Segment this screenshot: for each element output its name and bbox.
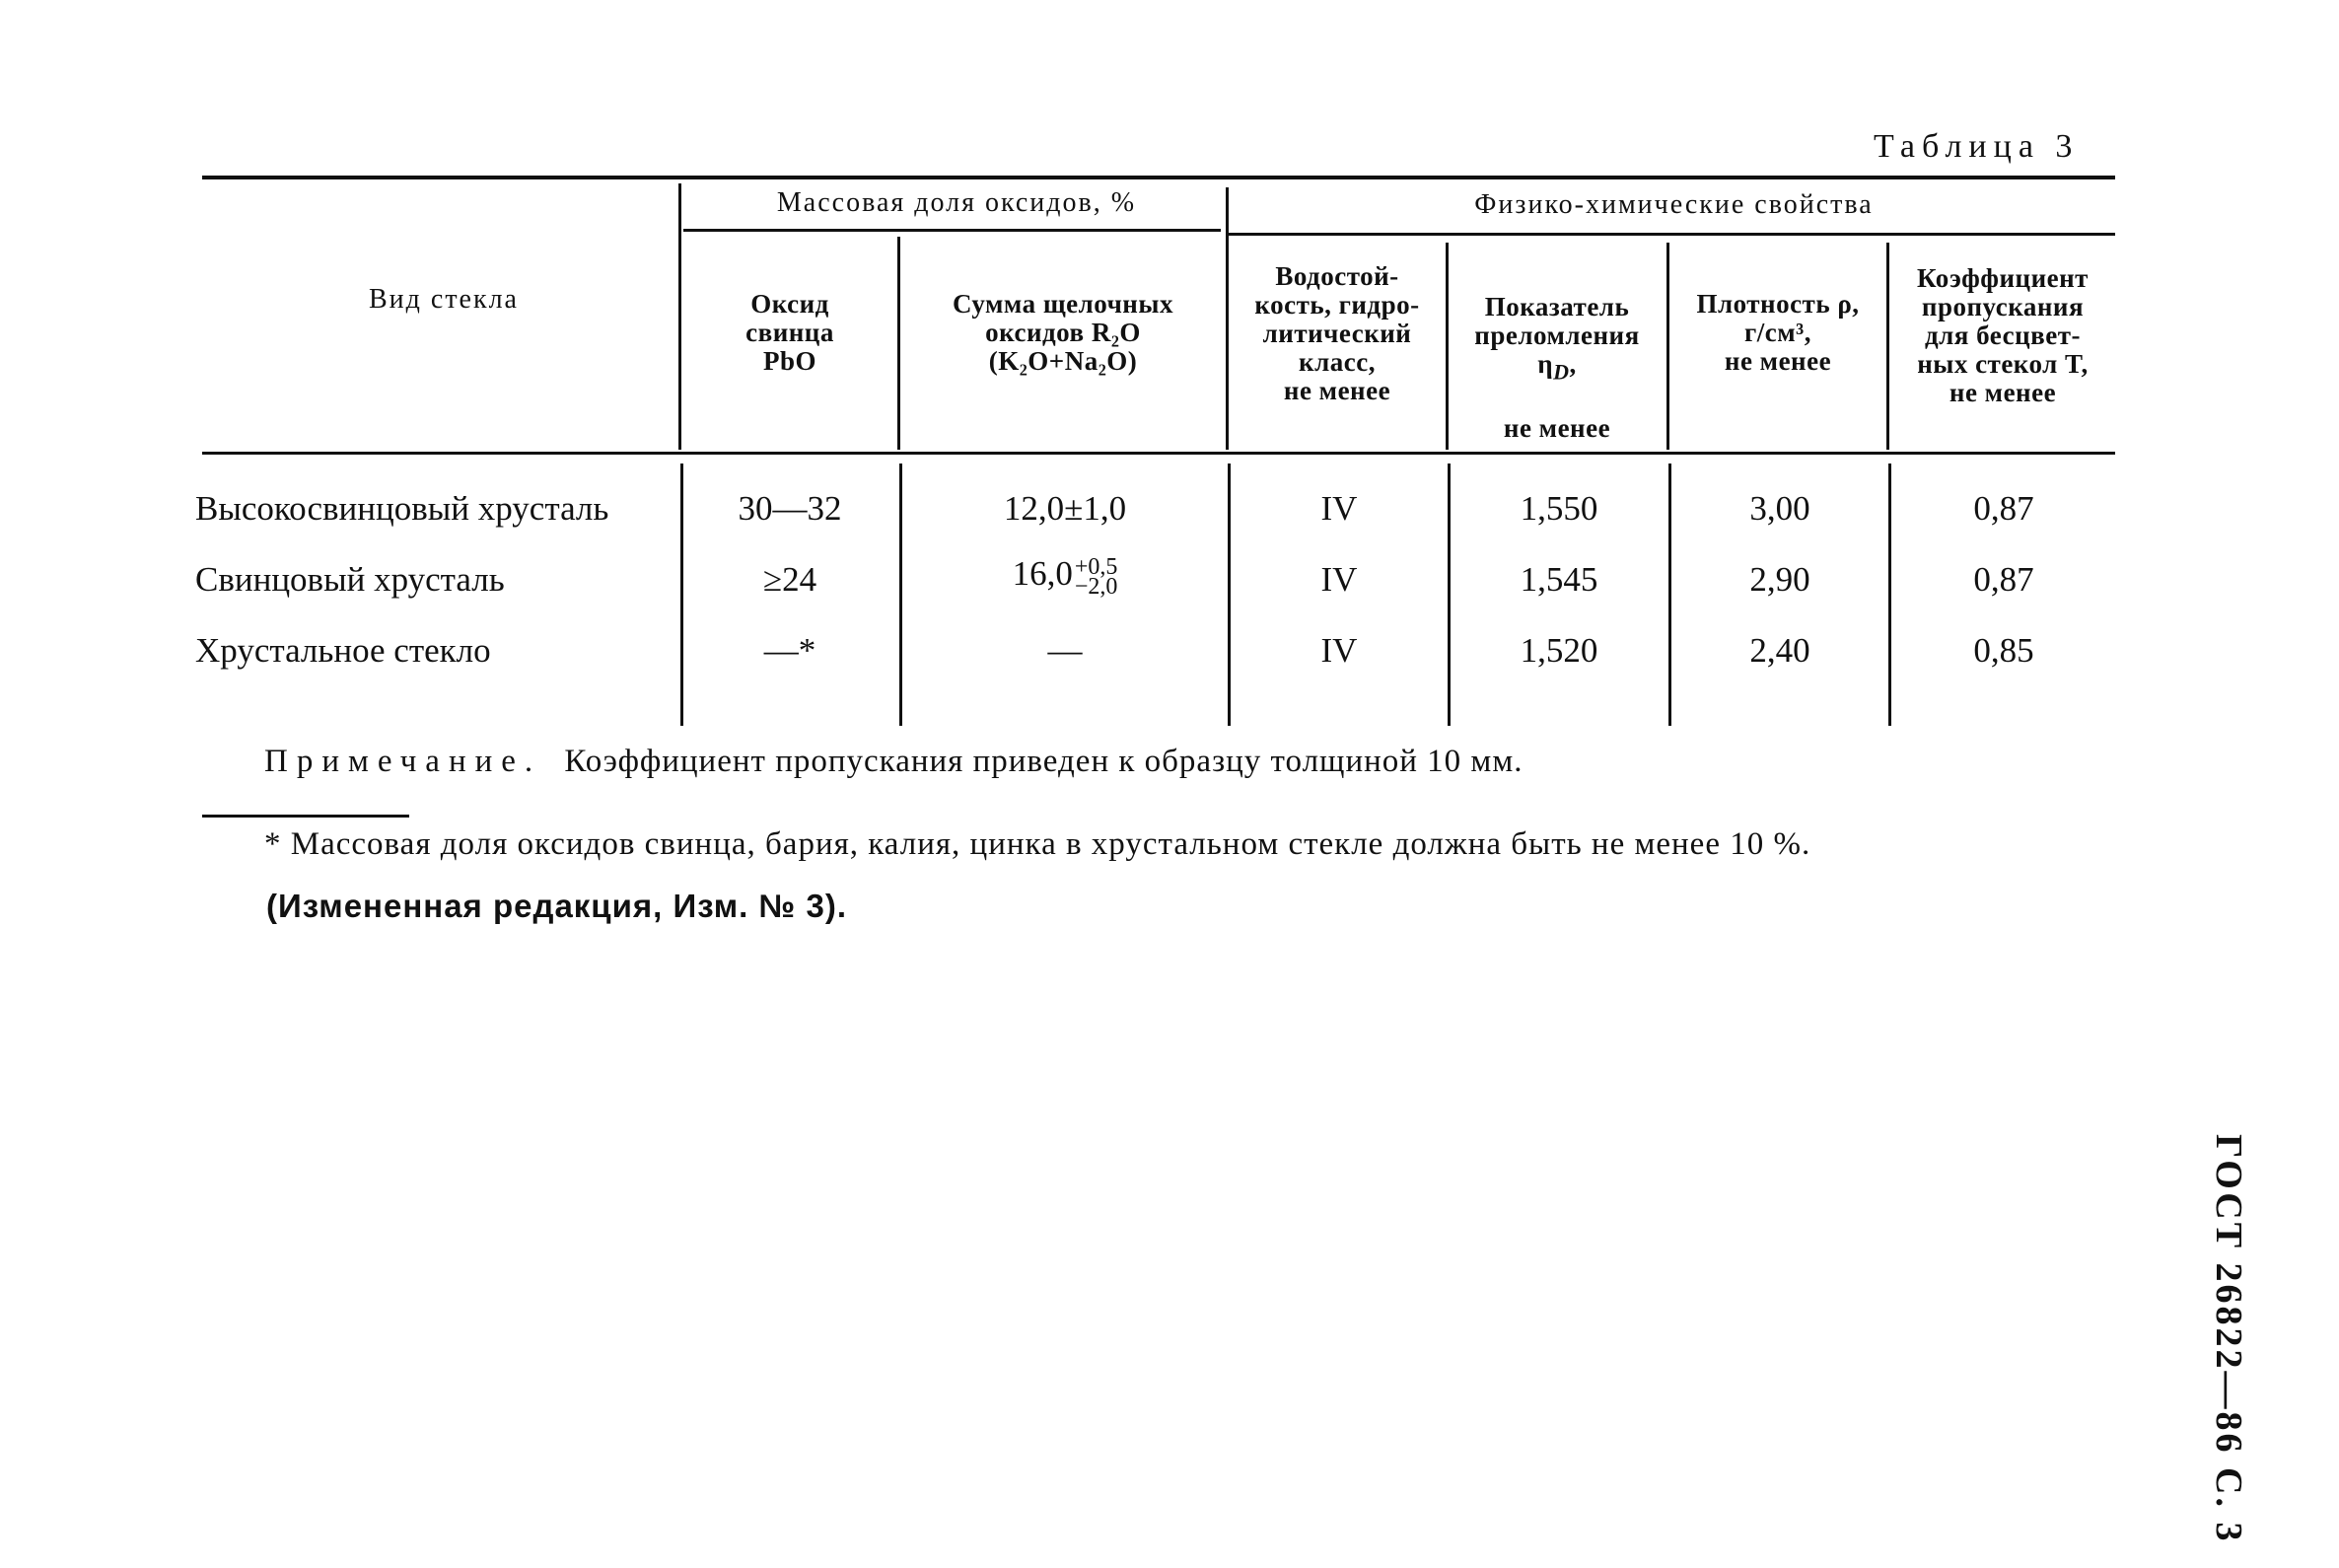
- table-title: Таблица 3: [1874, 128, 2080, 165]
- header-bottom-rule: [202, 452, 2115, 455]
- oxide-group-rule: [683, 229, 1221, 232]
- cell-r2o-upper: +0,5: [1074, 553, 1118, 580]
- cell-r2o: —: [1047, 631, 1083, 670]
- cell-transmission: 0,85: [1973, 631, 2034, 670]
- note-lead: Примечание.: [264, 744, 542, 779]
- col-divider: [1666, 243, 1669, 450]
- refraction-subscript: D: [1553, 359, 1570, 385]
- edition-note: (Измененная редакция, Изм. № 3).: [266, 888, 847, 924]
- col-divider: [1446, 243, 1449, 450]
- cell-pbo: ≥24: [762, 560, 817, 599]
- row-name: Высокосвинцовый хрусталь: [195, 489, 609, 528]
- props-group-rule: [1228, 233, 2115, 236]
- col-divider: [1226, 187, 1229, 450]
- header-group-oxides: Массовая доля оксидов, %: [776, 187, 1137, 218]
- cell-density: 2,40: [1749, 631, 1810, 670]
- cell-r2o-tolerance: [1074, 553, 1118, 600]
- col-divider: [1228, 463, 1231, 726]
- col-divider: [1886, 243, 1889, 450]
- row-name: Хрустальное стекло: [195, 631, 491, 670]
- header-group-props: Физико-химические свойства: [1474, 189, 1874, 220]
- side-running-title: ГОСТ 26822—86 С. 3: [2208, 1134, 2249, 1544]
- cell-transmission: 0,87: [1973, 489, 2034, 528]
- cell-density: 3,00: [1749, 489, 1810, 528]
- header-col-transmission: Коэффициент пропускания для бесцвет- ных стекол T, не менее: [1917, 263, 2089, 407]
- header-col-refraction-tail: не менее: [1503, 413, 1611, 444]
- header-col-water: Водостой- кость, гидро- литический класс, не менее: [1254, 261, 1420, 405]
- col-divider: [1668, 463, 1671, 726]
- col-divider: [680, 463, 683, 726]
- footnote: * Массовая доля оксидов свинца, бария, калия, цинка в хрустальном стекле должна быть не менее 10 %.: [264, 826, 1811, 862]
- cell-r2o: 12,0±1,0: [1003, 489, 1127, 528]
- cell-refraction: 1,520: [1520, 631, 1598, 670]
- row-name: Свинцовый хрусталь: [195, 560, 505, 599]
- header-col-pbo: Оксид свинца PbO: [745, 289, 834, 376]
- header-col-density: Плотность ρ, г/см³, не менее: [1696, 289, 1860, 376]
- col-divider: [678, 183, 681, 450]
- cell-refraction: 1,550: [1520, 489, 1598, 528]
- cell-refraction: 1,545: [1520, 560, 1598, 599]
- cell-r2o-base: 16,0: [1012, 554, 1073, 593]
- col-divider: [1888, 463, 1891, 726]
- cell-pbo: —*: [763, 631, 816, 670]
- col-divider: [1448, 463, 1451, 726]
- cell-density: 2,90: [1749, 560, 1810, 599]
- col-divider: [897, 237, 900, 450]
- col-divider: [899, 463, 902, 726]
- cell-water: IV: [1320, 489, 1358, 528]
- header-col-refraction: Показатель преломления $\eta_D$, не менее: [1474, 292, 1640, 444]
- footnote-rule: [202, 815, 409, 818]
- note: [264, 744, 1523, 780]
- header-col-r2o: Сумма щелочных оксидов R₂O (K₂O+Na₂O): [953, 289, 1173, 376]
- cell-r2o: [903, 553, 1227, 600]
- cell-pbo: 30—32: [738, 489, 842, 528]
- cell-r2o-lower: −2,0: [1074, 573, 1118, 600]
- cell-transmission: 0,87: [1973, 560, 2034, 599]
- note-text: Коэффициент пропускания приведен к образцу толщиной 10 мм.: [564, 744, 1524, 779]
- table-top-rule: [202, 176, 2115, 179]
- header-glass-type: Вид стекла: [368, 284, 519, 315]
- cell-water: IV: [1320, 631, 1358, 670]
- header-col-refraction-label: Показатель преломления η: [1474, 292, 1640, 379]
- cell-water: IV: [1320, 560, 1358, 599]
